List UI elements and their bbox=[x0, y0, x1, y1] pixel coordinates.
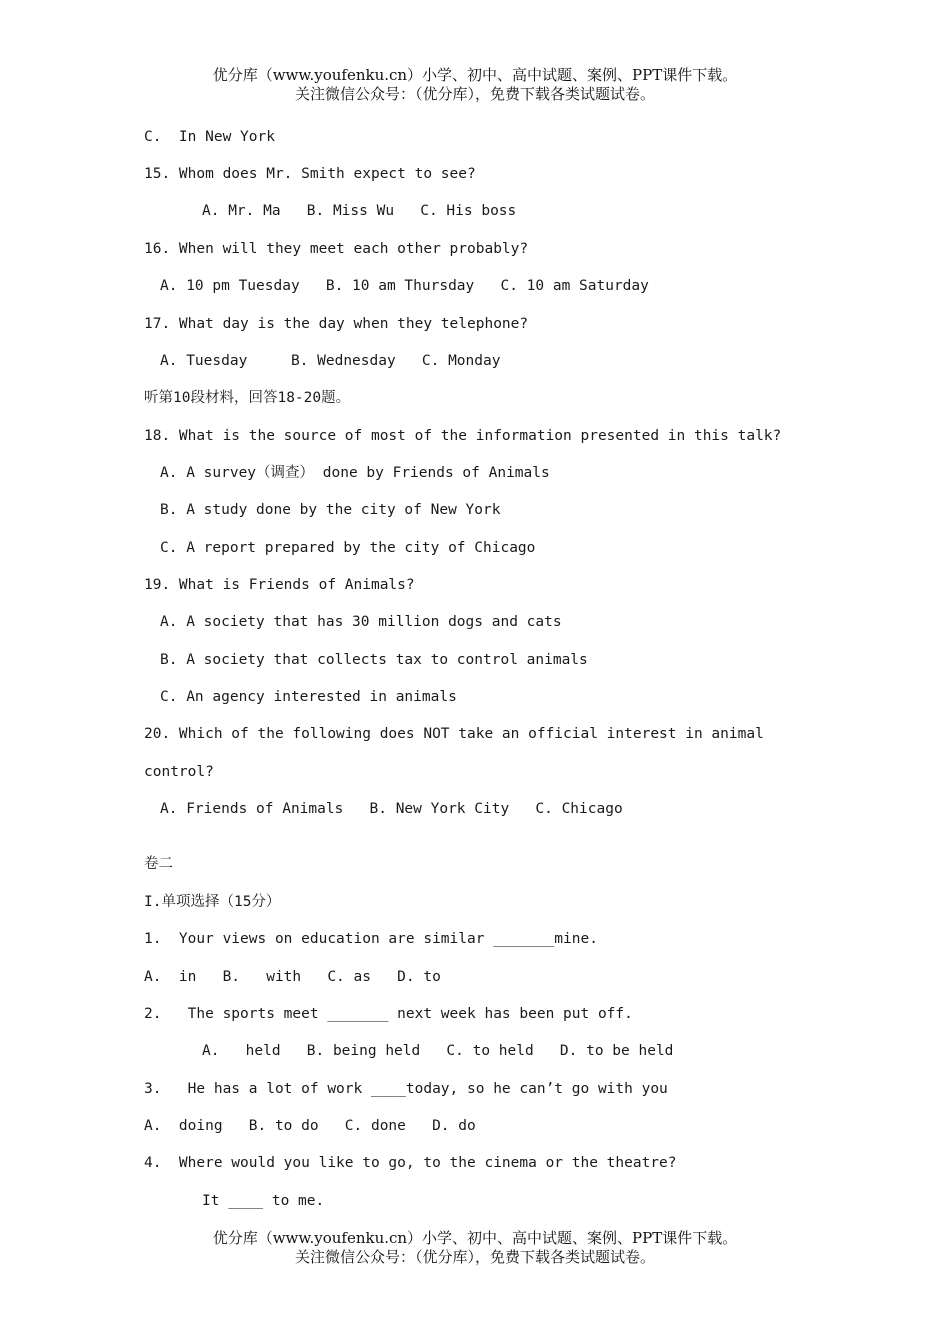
mc-q1-options: A. in B. with C. as D. to bbox=[144, 969, 441, 985]
footer-line-2: 关注微信公众号：（优分库），免费下载各类试题试卷。 bbox=[294, 1248, 655, 1266]
mc-q2-options: A. held B. being held C. to held D. to be held bbox=[202, 1043, 674, 1059]
q20-options: A. Friends of Animals B. New York City C. Chicago bbox=[160, 801, 623, 817]
header-line-1: 优分库（www.youfenku.cn）小学、初中、高中试题、案例、PPT课件下载。 bbox=[212, 66, 738, 84]
q19-option-b: B. A society that collects tax to control animals bbox=[160, 652, 588, 668]
q18-option-a: A. A survey（调查） done by Friends of Animals bbox=[160, 465, 550, 481]
question-20: 20. Which of the following does NOT take an official interest in animal bbox=[144, 726, 764, 742]
question-18: 18. What is the source of most of the information presented in this talk? bbox=[144, 428, 782, 444]
part-two-heading: 卷二 bbox=[144, 856, 173, 872]
q15-options: A. Mr. Ma B. Miss Wu C. His boss bbox=[202, 203, 517, 219]
header-line-2: 关注微信公众号：（优分库），免费下载各类试题试卷。 bbox=[294, 85, 655, 103]
question-20-continued: control? bbox=[144, 764, 214, 780]
q18-option-c: C. A report prepared by the city of Chicago bbox=[160, 540, 536, 556]
question-15: 15. Whom does Mr. Smith expect to see? bbox=[144, 166, 476, 182]
mc-question-2: 2. The sports meet _______ next week has been put off. bbox=[144, 1006, 633, 1022]
section-heading: I.单项选择（15分） bbox=[144, 894, 281, 910]
q17-options: A. Tuesday B. Wednesday C. Monday bbox=[160, 353, 501, 369]
question-16: 16. When will they meet each other probably? bbox=[144, 241, 529, 257]
q16-options: A. 10 pm Tuesday B. 10 am Thursday C. 10 am Saturday bbox=[160, 278, 649, 294]
mc-question-1: 1. Your views on education are similar _______mine. bbox=[144, 931, 598, 947]
q18-option-b: B. A study done by the city of New York bbox=[160, 502, 501, 518]
q14-option-c: C. In New York bbox=[144, 129, 275, 145]
q19-option-a: A. A society that has 30 million dogs and cats bbox=[160, 614, 562, 630]
footer-line-1: 优分库（www.youfenku.cn）小学、初中、高中试题、案例、PPT课件下载。 bbox=[212, 1229, 738, 1247]
page-footer bbox=[0, 1229, 950, 1267]
q19-option-c: C. An agency interested in animals bbox=[160, 689, 457, 705]
question-17: 17. What day is the day when they telephone? bbox=[144, 316, 529, 332]
mc-question-4: 4. Where would you like to go, to the cinema or the theatre? bbox=[144, 1155, 677, 1171]
page-header bbox=[0, 66, 950, 104]
mc-q3-options: A. doing B. to do C. done D. do bbox=[144, 1118, 476, 1134]
mc-q4-blank-line: It ____ to me. bbox=[202, 1193, 325, 1209]
question-19: 19. What is Friends of Animals? bbox=[144, 577, 415, 593]
section-instruction: 听第10段材料，回答18-20题。 bbox=[144, 390, 351, 406]
mc-question-3: 3. He has a lot of work ____today, so he can’t go with you bbox=[144, 1081, 668, 1097]
